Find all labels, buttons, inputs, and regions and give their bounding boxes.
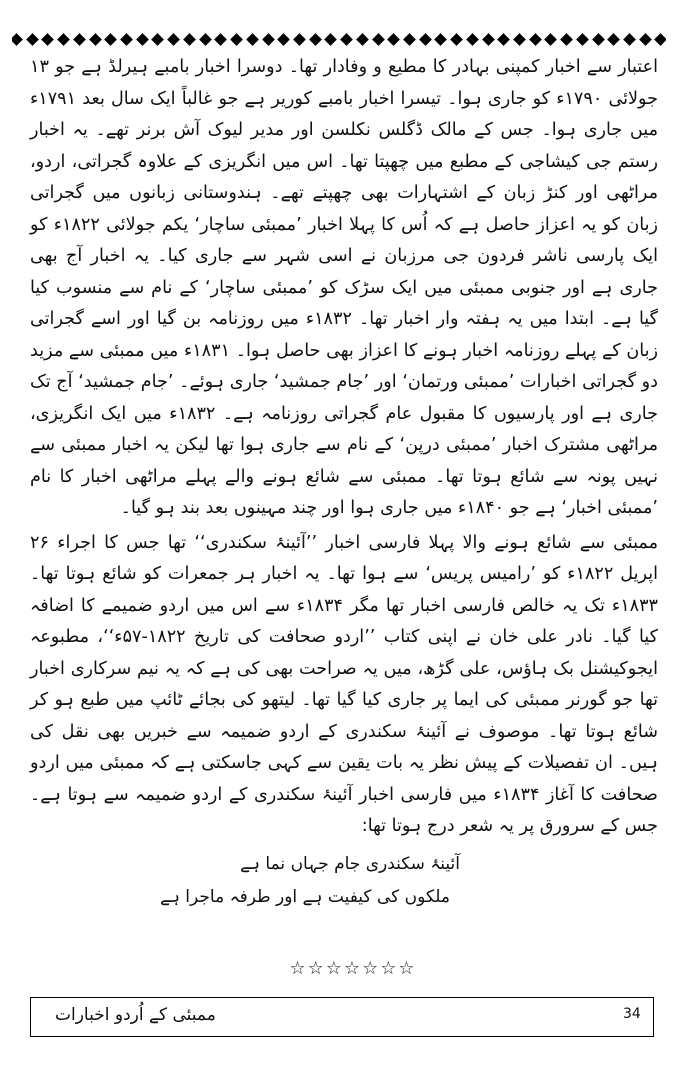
border-diamond — [560, 33, 573, 46]
border-diamond — [387, 33, 400, 46]
verse — [160, 848, 460, 914]
running-title: ممبئی کے اُردو اخبارات — [55, 1005, 216, 1025]
border-diamond — [529, 33, 542, 46]
border-diamond — [639, 33, 652, 46]
border-diamond — [450, 33, 463, 46]
border-diamond — [419, 33, 432, 46]
border-diamond — [340, 33, 353, 46]
border-diamond — [199, 33, 212, 46]
border-diamond — [655, 33, 666, 46]
verse-line-1: آئینۂ سکندری جام جہاں نما ہے — [240, 854, 460, 874]
border-diamond — [293, 33, 306, 46]
border-diamond — [435, 33, 448, 46]
border-diamond — [372, 33, 385, 46]
border-diamond — [262, 33, 275, 46]
border-diamond — [42, 33, 55, 46]
border-diamond — [167, 33, 180, 46]
star-ornament: ☆☆☆☆☆☆☆ — [289, 958, 417, 979]
border-diamond — [545, 33, 558, 46]
border-diamond — [623, 33, 636, 46]
border-diamond — [136, 33, 149, 46]
border-diamond — [89, 33, 102, 46]
border-diamond — [277, 33, 290, 46]
border-diamond — [57, 33, 70, 46]
border-diamond — [513, 33, 526, 46]
border-diamond — [482, 33, 495, 46]
border-diamond — [403, 33, 416, 46]
border-diamond — [152, 33, 165, 46]
page-footer — [30, 997, 654, 1037]
border-diamond — [356, 33, 369, 46]
border-diamond — [120, 33, 133, 46]
border-diamond — [73, 33, 86, 46]
border-diamond — [246, 33, 259, 46]
page-body — [30, 52, 658, 843]
border-diamond — [576, 33, 589, 46]
border-diamond — [497, 33, 510, 46]
border-diamond — [325, 33, 338, 46]
verse-line-2: ملکوں کی کیفیت ہے اور طرفہ ماجرا ہے — [159, 887, 450, 907]
paragraph-1: اعتبار سے اخبار کمپنی بہادر کا مطیع و وفادار تھا۔ دوسرا اخبار بامبے ہیرلڈ ہے جو ۱۳ جولائی ۱۷۹۰ء کو جاری ہوا۔ تیسرا اخبار بامبے کوریر ہے جو غالباً ایک سال بعد ۱۷۹۱ء میں جاری ہوا۔ جس کے مالک ڈگلس نکلسن اور مدیر لیوک آش برنر تھے۔ یہ اخبار رستم جی کیشاجی کے مطبع میں چھپتا تھا۔ اس میں انگریزی کے علاوہ گجراتی، اردو، مراٹھی اور کنڑ زبان کے اشتہارات بھی چھپتے تھے۔ ہندوستانی زبانوں میں گجراتی زبان کو یہ اعزاز حاصل ہے کہ اُس کا پہلا اخبار ’ممبئی ساچار‘ یکم جولائی ۱۸۲۲ء کو ایک پارسی ناشر فردون جی مرزبان نے اسی شہر سے جاری کیا۔ یہ اخبار آج بھی جاری ہے اور جنوبی ممبئی میں ایک سڑک کو ’ممبئی ساچار‘ کے نام سے منسوب کیا گیا ہے۔ ابتدا میں یہ ہفتہ وار اخبار تھا۔ ۱۸۳۲ء میں روزنامہ بن گیا اور اسے گجراتی زبان کے پہلے روزنامہ اخبار ہونے کا اعزاز بھی حاصل ہوا۔ ۱۸۳۱ء میں ممبئی سے مزید دو گجراتی اخبارات ’ممبئی ورتمان‘ اور ’جام جمشید‘ جاری ہوئے۔ ’جام جمشید‘ آج تک جاری ہے اور پارسیوں کا مقبول عام گجراتی روزنامہ ہے۔ ۱۸۳۲ء میں ایک انگریزی، مراٹھی مشترک اخبار ’ممبئی درپن‘ کے نام سے جاری ہوا تھا لیکن یہ اخبار ممبئی سے نہیں پونہ سے شائع ہوتا تھا۔ ممبئی سے شائع ہونے والے پہلے مراٹھی اخبار کا نام ’ممبئی اخبار‘ ہے جو ۱۸۴۰ء میں جاری ہوا اور چند مہینوں بعد بند ہو گیا۔ — [30, 57, 659, 518]
page-number: 34 — [623, 1006, 641, 1022]
border-diamond — [230, 33, 243, 46]
border-diamond — [309, 33, 322, 46]
border-diamond — [104, 33, 117, 46]
border-diamond — [592, 33, 605, 46]
border-diamond — [183, 33, 196, 46]
paragraph-2: ممبئی سے شائع ہونے والا پہلا فارسی اخبار ’’آئینۂ سکندری‘‘ تھا جس کا اجراء ۲۶ اپریل ۱۸۲۲ء کو ’رامیس پریس‘ سے ہوا تھا۔ یہ اخبار ہر جمعرات کو شائع ہوتا تھا۔ ۱۸۳۳ء تک یہ خالص فارسی اخبار تھا مگر ۱۸۳۴ء سے اس میں اردو ضمیمے کا اضافہ کیا گیا۔ نادر علی خان نے اپنی کتاب ’’اردو صحافت کی تاریخ ۱۸۲۲-۵۷ء‘‘، مطبوعہ ایجوکیشنل بک ہاؤس، علی گڑھ، میں یہ صراحت بھی کی ہے کہ یہ نیم سرکاری اخبار تھا جو گورنر ممبئی کی ایما پر جاری کیا گیا تھا۔ لیتھو کی بجائے ٹائپ میں طبع ہو کر شائع ہوتا تھا۔ موصوف نے آئینۂ سکندری کے اردو ضمیمہ سے خبریں بھی نقل کی ہیں۔ ان تفصیلات کے پیش نظر یہ بات یقین سے کہی جاسکتی ہے کہ ممبئی میں اردو صحافت کا آغاز ۱۸۳۴ء میں فارسی اخبار آئینۂ سکندری کے اردو ضمیمہ سے ہوتا ہے۔ جس کے سرورق پر یہ شعر درج ہوتا تھا: — [30, 532, 658, 836]
border-diamond — [214, 33, 227, 46]
border-diamond — [607, 33, 620, 46]
border-diamond — [12, 33, 23, 46]
border-diamond — [26, 33, 39, 46]
top-ornamental-border — [12, 32, 666, 46]
border-diamond — [466, 33, 479, 46]
